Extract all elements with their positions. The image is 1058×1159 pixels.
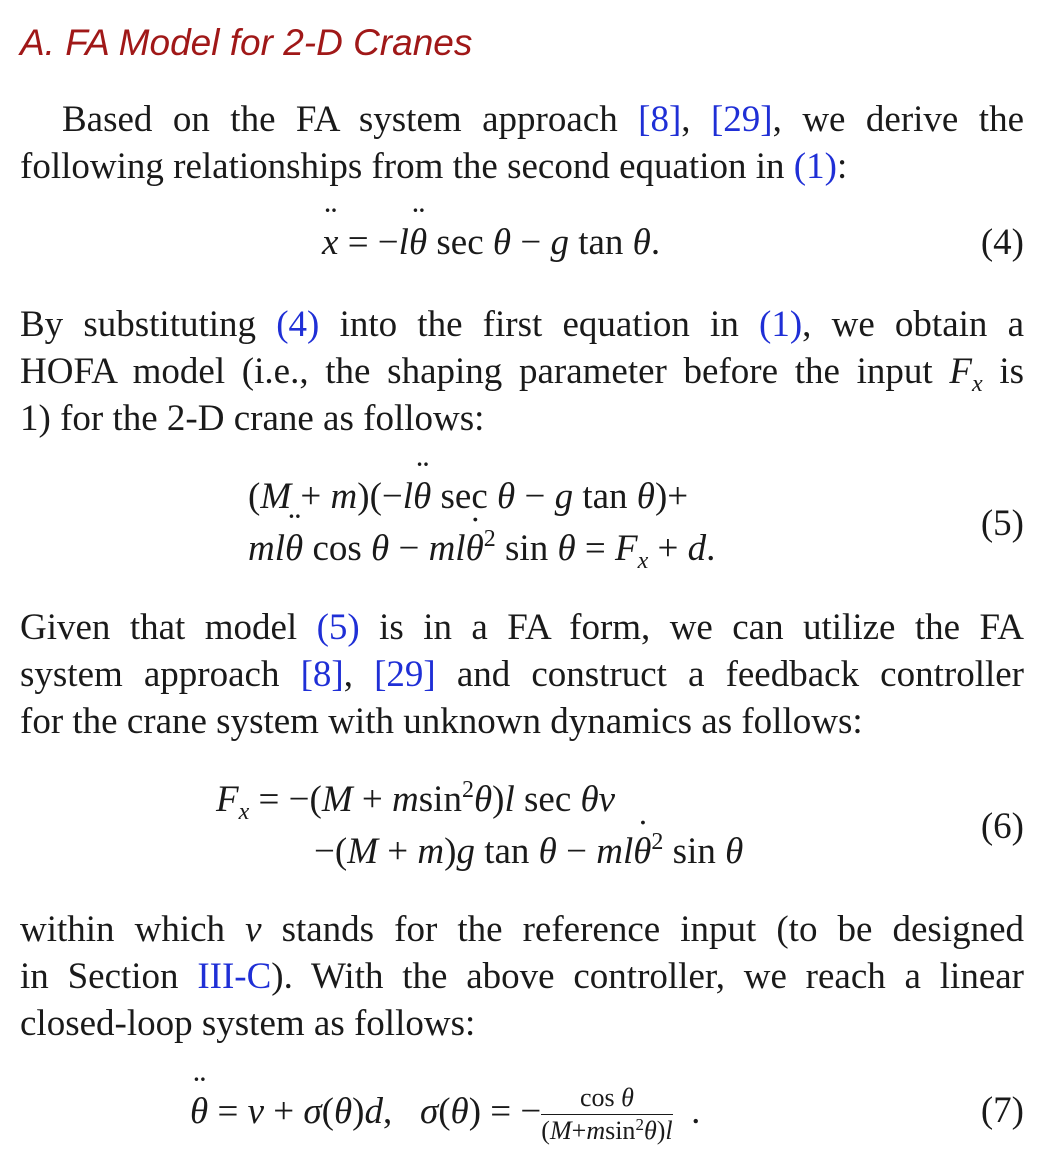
equation-6 [0,775,1058,885]
paragraph-4: within which v stands for the reference input (to be designed in Section III-C). With the above controller, we reach a linear closed-loop system as follows: [20,909,1024,1044]
equation-7-fraction: $\frac{\text{cos θ}}{(M+msin^2\theta)l}$ [541,1083,673,1145]
equation-7 [0,1082,1058,1146]
equation-6-number: (6) [980,806,1024,847]
citation-29[interactable]: [29] [374,654,436,695]
equation-5-line-2: ml¨ θ cos θ − ml˙ $\theta^2$ $\sin \theta = F_x + d$. [248,524,715,574]
citation-8[interactable]: [8] [638,99,682,140]
equation-6-line-2: −(M + m)g tan θ − ml˙ $\theta^2$ sin θ [314,827,743,877]
citation-8[interactable]: [8] [300,654,344,695]
equation-7-body: ¨ θ = v + σ(θ)d, σ(θ) = − $\frac{\text{cos θ}}{(M+msin^2\theta)l}$ . [190,1084,700,1145]
equation-ref-1[interactable]: (1) [759,304,803,345]
citation-29[interactable]: [29] [710,99,773,140]
equation-4-body: ¨ x = −l¨ θ sec θ − g tan θ. [322,218,660,268]
equation-6-line-1: $F_x = -(M + msin^2\theta)l$ sec θv [216,777,616,825]
equation-ref-1[interactable]: (1) [793,146,837,187]
paragraph-1: Based on the FA system approach [8], [29], we derive the following relationships from the second equation in (1): [20,99,1024,187]
section-ref-iii-c[interactable]: III-C [197,956,272,997]
equation-4-number: (4) [980,222,1024,263]
equation-ref-4[interactable]: (4) [276,304,320,345]
paragraph-3: Given that model (5) is in a FA form, we can utilize the FA system approach [8], [29] and construct a feedback controller for the crane system with unknown dynamics as follows: [20,607,1024,742]
section-heading: A. FA Model for 2-D Cranes [20,22,473,63]
equation-5-number: (5) [980,503,1024,544]
equation-5-line-1: (M + m)(−l¨ θ sec θ − g tan θ)+ [248,472,688,522]
equation-ref-5[interactable]: (5) [316,607,360,648]
equation-7-number: (7) [980,1090,1024,1131]
paragraph-2: By substituting (4) into the first equation in (1), we obtain a HOFA model (i.e., the shaping parameter before the input $F_x$ is 1) for the 2-D crane as follows: [20,304,1025,439]
equation-5 [0,472,1058,582]
